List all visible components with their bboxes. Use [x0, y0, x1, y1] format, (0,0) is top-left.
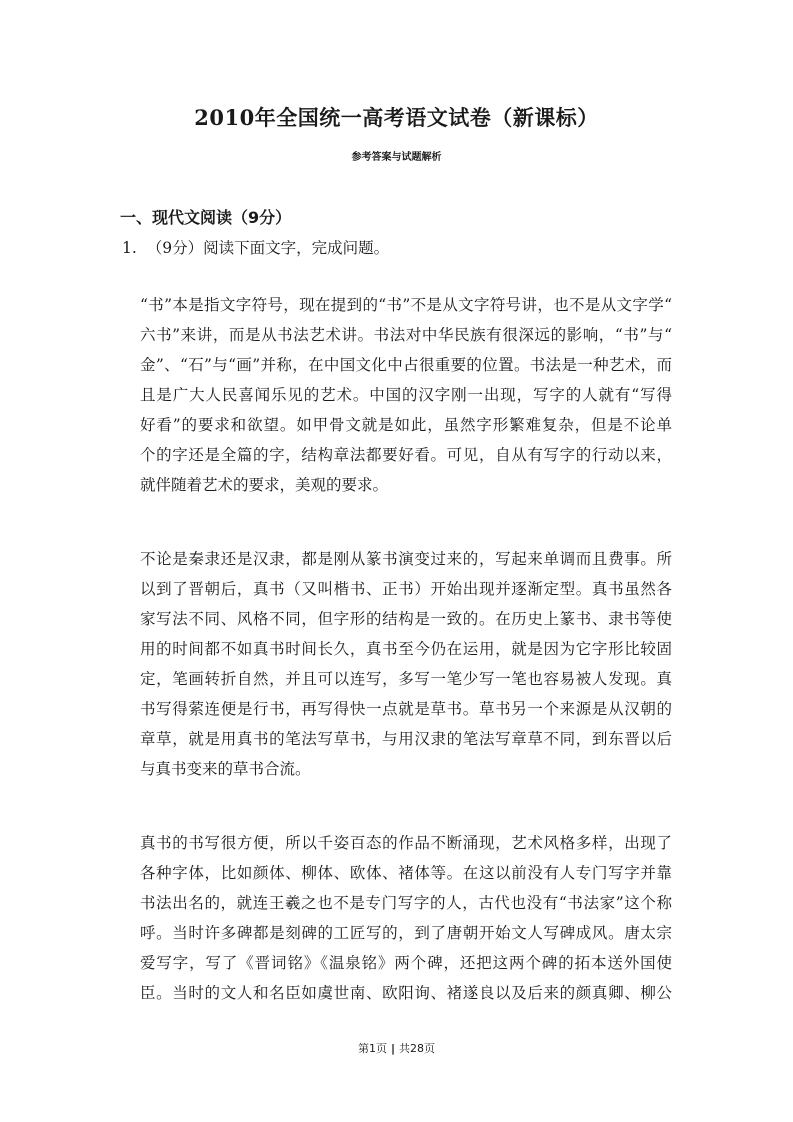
passage-line: 用的时间都不如真书时间长久，真书至今仍在运用，就是因为它字形比较固	[140, 640, 672, 658]
passage-line: 家写法不同、风格不同，但字形的结构是一致的。在历史上篆书、隶书等使	[140, 610, 672, 628]
section-heading: 一、现代文阅读（9分）	[120, 208, 292, 227]
passage-paragraph-1	[140, 290, 672, 500]
passage-line: 呼。当时许多碑都是刻碑的工匠写的，到了唐朝开始文人写碑成风。唐太宗	[140, 924, 672, 942]
passage-line: 定，笔画转折自然，并且可以连写，多写一笔少写一笔也容易被人发现。真	[140, 670, 672, 688]
passage-line: 不论是秦隶还是汉隶，都是刚从篆书演变过来的，写起来单调而且费事。所	[140, 550, 672, 568]
passage-line: 章草，就是用真书的笔法写草书，与用汉隶的笔法写章草不同，到东晋以后	[140, 730, 672, 748]
passage-line: 金”、“石”与“画”并称，在中国文化中占很重要的位置。书法是一种艺术，而	[140, 356, 672, 374]
passage-line: 各种字体，比如颜体、柳体、欧体、褚体等。在这以前没有人专门写字并靠	[140, 864, 672, 882]
passage-line: 以到了晋朝后，真书（又叫楷书、正书）开始出现并逐渐定型。真书虽然各	[140, 580, 672, 598]
passage-line: 与真书变来的草书合流。	[140, 760, 311, 778]
question-text: （9分）阅读下面文字，完成问题。	[146, 239, 390, 257]
page-current: 第1页	[357, 1042, 387, 1055]
passage-line: 六书”来讲，而是从书法艺术讲。书法对中华民族有很深远的影响，“书”与“	[140, 326, 672, 344]
exam-title: 2010年全国统一高考语文试卷（新课标）	[194, 105, 599, 130]
passage-line: 好看”的要求和欲望。如甲骨文就是如此，虽然字形繁难复杂，但是不论单	[140, 416, 672, 434]
passage-line: 个的字还是全篇的字，结构章法都要好看。可见，自从有写字的行动以来，	[140, 446, 672, 464]
page-total: 共28页	[399, 1042, 436, 1055]
question-number: 1.	[122, 239, 137, 257]
passage-line: 就伴随着艺术的要求，美观的要求。	[140, 476, 389, 494]
question-1	[122, 236, 389, 258]
passage-paragraph-3	[140, 828, 672, 1008]
page-separator: |	[390, 1042, 396, 1055]
passage-line: “书”本是指文字符号，现在提到的“书”不是从文字符号讲，也不是从文字学“	[140, 296, 672, 314]
passage-line: 且是广大人民喜闻乐见的艺术。中国的汉字刚一出现，写字的人就有“写得	[140, 386, 672, 404]
passage-line: 真书的书写很方便，所以千姿百态的作品不断涌现，艺术风格多样，出现了	[140, 834, 672, 852]
passage-line: 书法出名的，就连王羲之也不是专门写字的人，古代也没有“书法家”这个称	[140, 894, 672, 912]
passage-paragraph-2	[140, 544, 672, 784]
passage-line: 书写得萦连便是行书，再写得快一点就是草书。草书另一个来源是从汉朝的	[140, 700, 672, 718]
page-footer	[0, 1040, 793, 1056]
passage-line: 臣。当时的文人和名臣如虞世南、欧阳询、褚遂良以及后来的颜真卿、柳公	[140, 984, 672, 1002]
exam-subtitle: 参考答案与试题解析	[351, 152, 442, 163]
passage-line: 爱写字，写了《晋词铭》《温泉铭》两个碑，还把这两个碑的拓本送外国使	[140, 954, 672, 972]
